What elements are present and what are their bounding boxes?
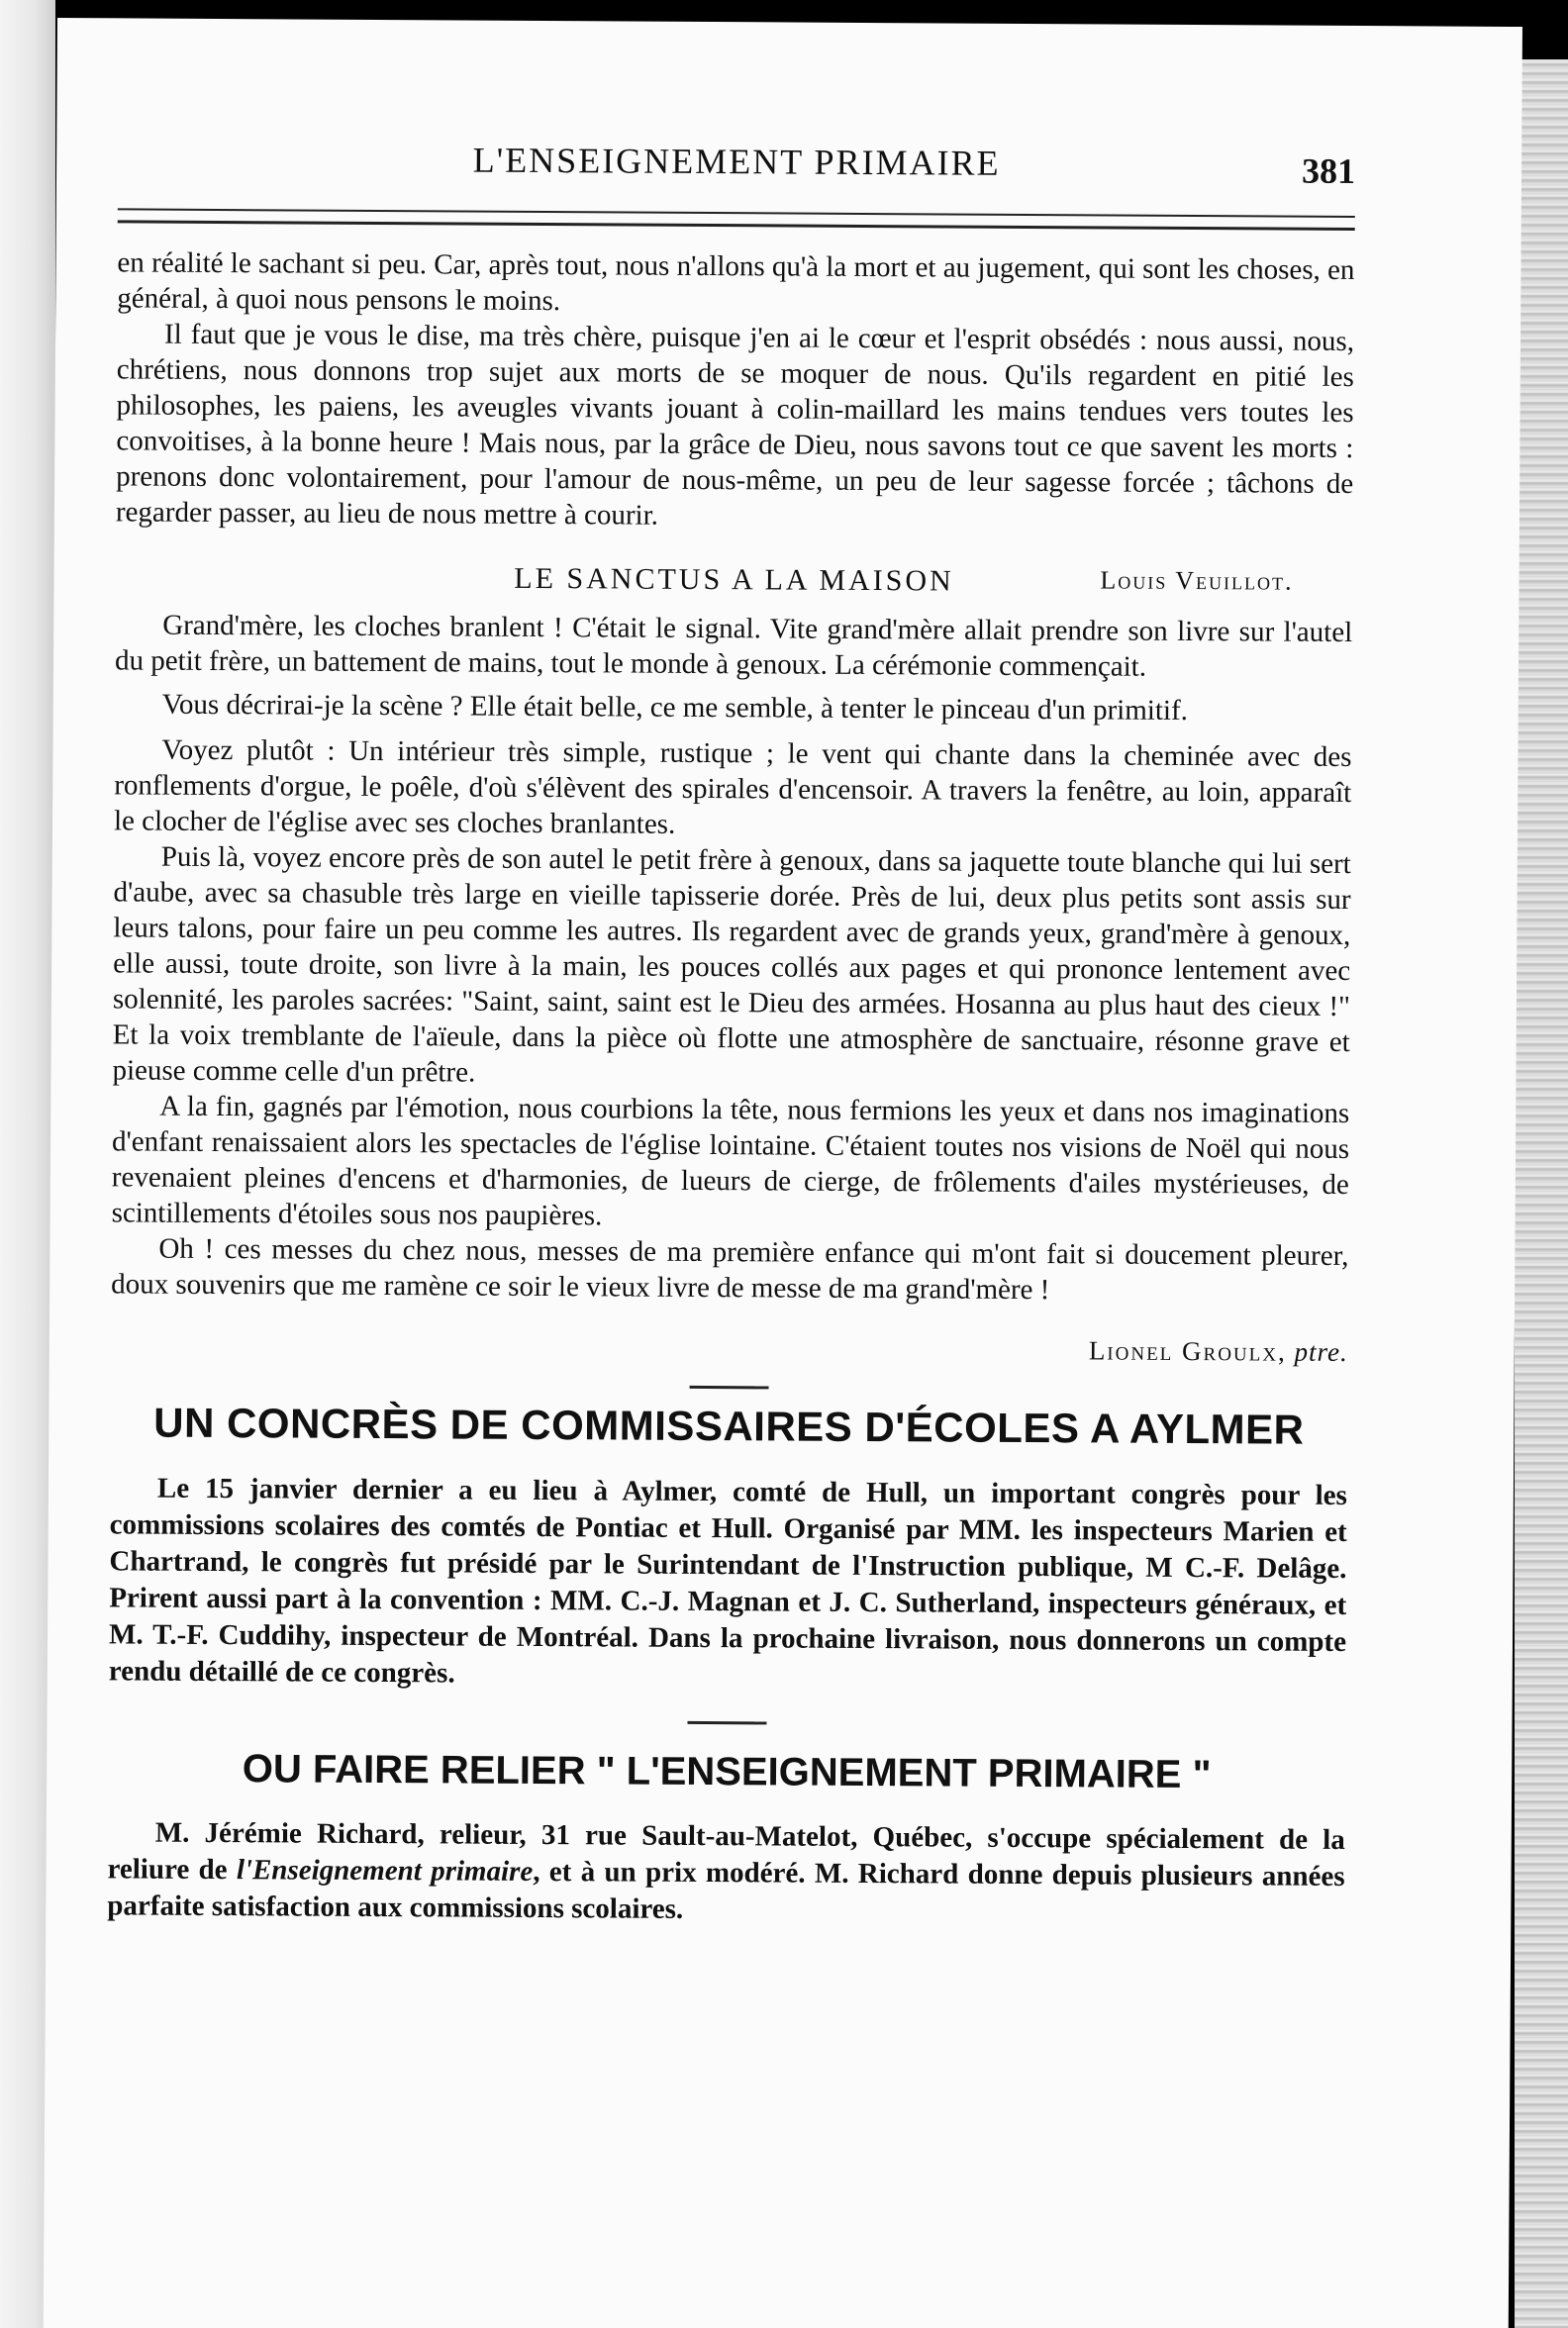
article-headline: OU FAIRE RELIER " L'ENSEIGNEMENT PRIMAIRE " xyxy=(242,1747,1212,1797)
journal-title: L'ENSEIGNEMENT PRIMAIRE xyxy=(472,140,1001,183)
running-head xyxy=(118,137,1355,208)
article-sanctus xyxy=(111,607,1353,1368)
page-stack-edge xyxy=(1515,59,1568,2328)
previous-article-signature: Louis Veuillot. xyxy=(1100,565,1294,596)
section-title: LE SANCTUS A LA MAISON xyxy=(514,561,954,598)
article-congres xyxy=(109,1399,1348,1698)
paragraph: Voyez plutôt : Un intérieur très simple, rustique ; le vent qui chante dans la cheminée avec des ronflements d'orgue, le poêle, d'où s'élèvent des spirales d'encensoir. A travers la fenêtre, au loin, apparaît le clocher de l'église avec ses cloches branlantes. xyxy=(113,733,1352,840)
paragraph: Oh ! ces messes du chez nous, messes de ma première enfance qui m'ont fait si doucement pleurer, doux souvenirs que me ramène ce soir le vieux livre de messe de ma grand'mère ! xyxy=(111,1232,1349,1307)
header-rule xyxy=(118,208,1355,231)
section-divider xyxy=(690,1386,769,1389)
paragraph: A la fin, gagnés par l'émotion, nous courbions la tête, nous fermions les yeux et dans nos imaginations d'enfant renaissaient alors les spectacles de l'église lointaine. C'étaient toutes nos visions de Noël qui nous revenaient pleines d'encens et d'harmonies, de lueurs de cierge, de frôlements d'ailes mystérieuses, de scintillements d'étoiles sous nos paupières. xyxy=(111,1090,1350,1232)
article-reliure xyxy=(107,1746,1345,1932)
author-title: ptre. xyxy=(1294,1336,1348,1367)
page-content xyxy=(107,137,1355,1932)
paragraph: en réalité le sachant si peu. Car, après tout, nous n'allons qu'à la mort et au jugement, qui sont les choses, en général, à quoi nous pensons le moins. xyxy=(117,246,1355,318)
article-signature xyxy=(111,1329,1348,1368)
paragraph xyxy=(107,1814,1345,1932)
section-heading xyxy=(115,559,1352,615)
author-name: Lionel Groulx, xyxy=(1088,1335,1287,1367)
paragraph: Il faut que je vous le dise, ma très chère, puisque j'en ai le cœur et l'esprit obsédés : nous aussi, nous, chrétiens, nous donnons trop sujet aux morts de se moquer de nous. Qu'ils regardent en pitié les philosophes, les paiens, les aveugles vivants jouant à colin-maillard les mains tendues vers toutes les convoitises, à la bonne heure ! Mais nous, par la grâce de Dieu, nous savons tout ce que savent les morts : prenons donc volontairement, pour l'amour de nous-même, un peu de leur sagesse forcée ; tâchons de regarder passer, au lieu de nous mettre à courir. xyxy=(115,318,1355,532)
article-headline: UN CONCRÈS DE COMMISSAIRES D'ÉCOLES A AYLMER xyxy=(153,1399,1305,1453)
paragraph: Puis là, voyez encore près de son autel le petit frère à genoux, dans sa jaquette toute blanche qui lui sert d'aube, avec sa chasuble très large en vieille tapisserie dorée. Près de lui, deux plus petits sont assis sur leurs talons, pour faire un peu comme les autres. Ils regardent avec de grands yeux, grand'mère à genoux, elle aussi, toute droite, son livre à la main, les pouces collés aux pages et qui prononce lentement avec solennité, les paroles sacrées: "Saint, saint, saint est le Dieu des armées. Hosanna au plus haut des cieux !" Et la voix tremblante de l'aïeule, dans la pièce où flotte une atmosphère de sanctuaire, résonne grave et pieuse comme celle d'un prêtre. xyxy=(112,840,1351,1089)
paragraph-text: , et à un prix modéré. M. Richard donne depuis plusieurs années parfaite satisfaction aux commissions scolaires. xyxy=(107,1855,1345,1925)
journal-page xyxy=(44,18,1522,2328)
journal-name-italic: l'Enseignement primaire xyxy=(236,1854,534,1888)
paragraph: Grand'mère, les cloches branlent ! C'était le signal. Vite grand'mère allait prendre son livre sur l'autel du petit frère, un battement de mains, tout le monde à genoux. La cérémonie commençait. xyxy=(114,609,1353,683)
paragraph: Le 15 janvier dernier a eu lieu à Aylmer, comté de Hull, un important congrès pour les commissions scolaires des comtés de Pontiac et Hull. Organisé par MM. les inspecteurs Marien et Chartrand, le congrès fut présidé par le Surintendant de l'Instruction publique, M C.-F. Delâge. Prirent aussi part à la convention : MM. C.-J. Magnan et J. C. Sutherland, inspecteurs généraux, et M. T.-F. Cuddihy, inspecteur de Montréal. Dans la prochaine livraison, nous donnerons un compte rendu détaillé de ce congrès. xyxy=(108,1472,1348,1690)
article-veuillot-ending xyxy=(116,244,1355,537)
section-divider xyxy=(687,1721,766,1724)
paragraph-text: M. Jérémie Richard, relieur, 31 rue Sault-au-Matelot, Québec, s'occupe spécialement de la reliure de xyxy=(107,1816,1345,1887)
paragraph: Vous décrirai-je la scène ? Elle était belle, ce me semble, à tenter le pinceau d'un primitif. xyxy=(161,688,1189,727)
page-number: 381 xyxy=(1301,150,1356,192)
